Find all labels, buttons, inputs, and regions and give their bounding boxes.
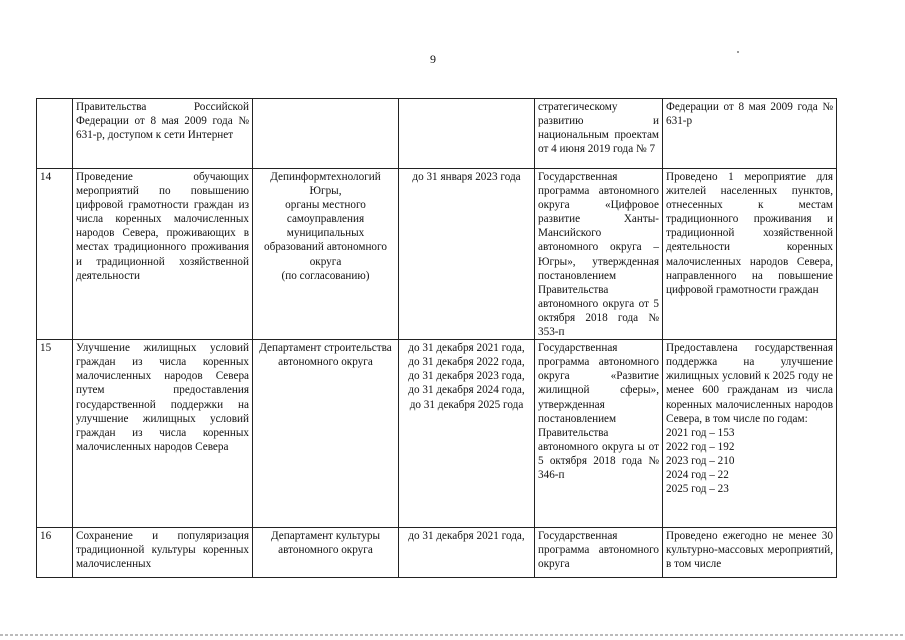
expected-result-text: Проведено ежегодно не менее 30 культурно-массовых мероприятий, в том числе bbox=[666, 530, 833, 571]
expected-result-text: Федерации от 8 мая 2009 года № 631-р bbox=[666, 101, 833, 128]
program-document-cell bbox=[535, 169, 663, 340]
responsible-executors-cell bbox=[253, 99, 399, 169]
measure-name-text: Проведение обучающих мероприятий по повышению цифровой грамотности граждан из числа коренных малочисленных народов Севера, проживающих в местах традиционного проживания и традиционной хозяйственной деятельности bbox=[76, 171, 249, 282]
deadline-cell bbox=[399, 99, 535, 169]
measure-name-cell bbox=[73, 99, 253, 169]
program-document-text: Государственная программа автономного округа «Развитие жилищной сферы», утвержденная постановлением Правительства автономного округа ы от 5 октября 2018 года № 346-п bbox=[538, 342, 659, 481]
responsible-executors-text: (по согласованию) bbox=[281, 269, 370, 282]
expected-result-text: 2023 год – 210 bbox=[666, 454, 735, 467]
deadline-cell bbox=[399, 528, 535, 578]
expected-result-cell bbox=[663, 340, 837, 528]
measure-name-text: Сохранение и популяризация традиционной культуры коренных малочисленных bbox=[76, 530, 249, 571]
program-document-text: стратегическому развитию и национальным проектам от 4 июня 2019 года № 7 bbox=[538, 101, 659, 156]
expected-result-cell bbox=[663, 169, 837, 340]
responsible-executors-text: органы местного самоуправления муниципальных образований автономного округа bbox=[264, 199, 387, 268]
table-row bbox=[37, 169, 837, 340]
program-document-text: Государственная программа автономного округа bbox=[538, 530, 659, 571]
deadline-text: до 31 января 2023 года bbox=[412, 171, 521, 183]
responsible-executors-cell bbox=[253, 528, 399, 578]
expected-result-cell bbox=[663, 528, 837, 578]
expected-result-text: 2021 год – 153 bbox=[666, 426, 735, 439]
responsible-executors-cell bbox=[253, 340, 399, 528]
deadline-text: до 31 декабря 2023 года, bbox=[408, 370, 525, 383]
measure-name-cell bbox=[73, 169, 253, 340]
scan-bottom-edge bbox=[0, 634, 905, 636]
scan-speck bbox=[737, 51, 739, 53]
measure-name-cell bbox=[73, 528, 253, 578]
expected-result-text: Предоставлена государственная поддержка на улучшение жилищных условий к 2025 году не менее 600 гражданам из числа коренных малочисленных народов Севера, в том числе по годам: bbox=[666, 342, 833, 425]
measure-name-text: Правительства Российской Федерации от 8 мая 2009 года № 631-р, доступом к сети Интернет bbox=[76, 101, 249, 142]
deadline-text: до 31 декабря 2021 года, bbox=[408, 530, 525, 543]
deadline-text: до 31 декабря 2024 года, bbox=[408, 384, 525, 397]
table-row bbox=[37, 340, 837, 528]
program-document-text: Государственная программа автономного округа «Цифровое развитие Ханты-Мансийского автономного округа – Югры», утвержденная постановлением Правительства автономного округа от 5 октября 2018 года № 353-п bbox=[538, 171, 659, 339]
table-row bbox=[37, 528, 837, 578]
table-body bbox=[37, 99, 837, 578]
expected-result-cell bbox=[663, 99, 837, 169]
row-number-cell: 14 bbox=[37, 169, 73, 340]
responsible-executors-text: Депинформтехнологий Югры, bbox=[270, 171, 381, 198]
expected-result-text: 2022 год – 192 bbox=[666, 440, 735, 453]
page-number: 9 bbox=[430, 52, 436, 66]
program-document-cell bbox=[535, 340, 663, 528]
program-document-cell bbox=[535, 528, 663, 578]
deadline-cell bbox=[399, 169, 535, 340]
measure-name-text: Улучшение жилищных условий граждан из числа коренных малочисленных народов Севера путем предоставления государственной поддержки на улучшение жилищных условий граждан из числа коренных малочисленных народов Севера bbox=[76, 342, 249, 453]
responsible-executors-cell bbox=[253, 169, 399, 340]
responsible-executors-text: Департамент культуры автономного округа bbox=[271, 530, 380, 557]
deadline-text: до 31 декабря 2025 года bbox=[409, 398, 524, 411]
deadline-text: до 31 декабря 2022 года, bbox=[408, 356, 525, 369]
program-document-cell bbox=[535, 99, 663, 169]
row-number-cell bbox=[37, 99, 73, 169]
deadline-text: до 31 декабря 2021 года, bbox=[408, 342, 525, 355]
table-row bbox=[37, 99, 837, 169]
measure-name-cell bbox=[73, 340, 253, 528]
expected-result-text: 2025 год – 23 bbox=[666, 483, 729, 496]
expected-result-text: 2024 год – 22 bbox=[666, 468, 729, 481]
deadline-cell bbox=[399, 340, 535, 528]
row-number-cell: 16 bbox=[37, 528, 73, 578]
row-number-cell: 15 bbox=[37, 340, 73, 528]
responsible-executors-text: Департамент строительства автономного округа bbox=[259, 342, 392, 369]
measures-table bbox=[36, 98, 837, 578]
expected-result-text: Проведено 1 мероприятие для жителей населенных пунктов, отнесенных к местам традиционного проживания и традиционной хозяйственной деятельности коренных малочисленных народов Севера, направленного на повышение цифровой грамотности граждан bbox=[666, 171, 833, 296]
